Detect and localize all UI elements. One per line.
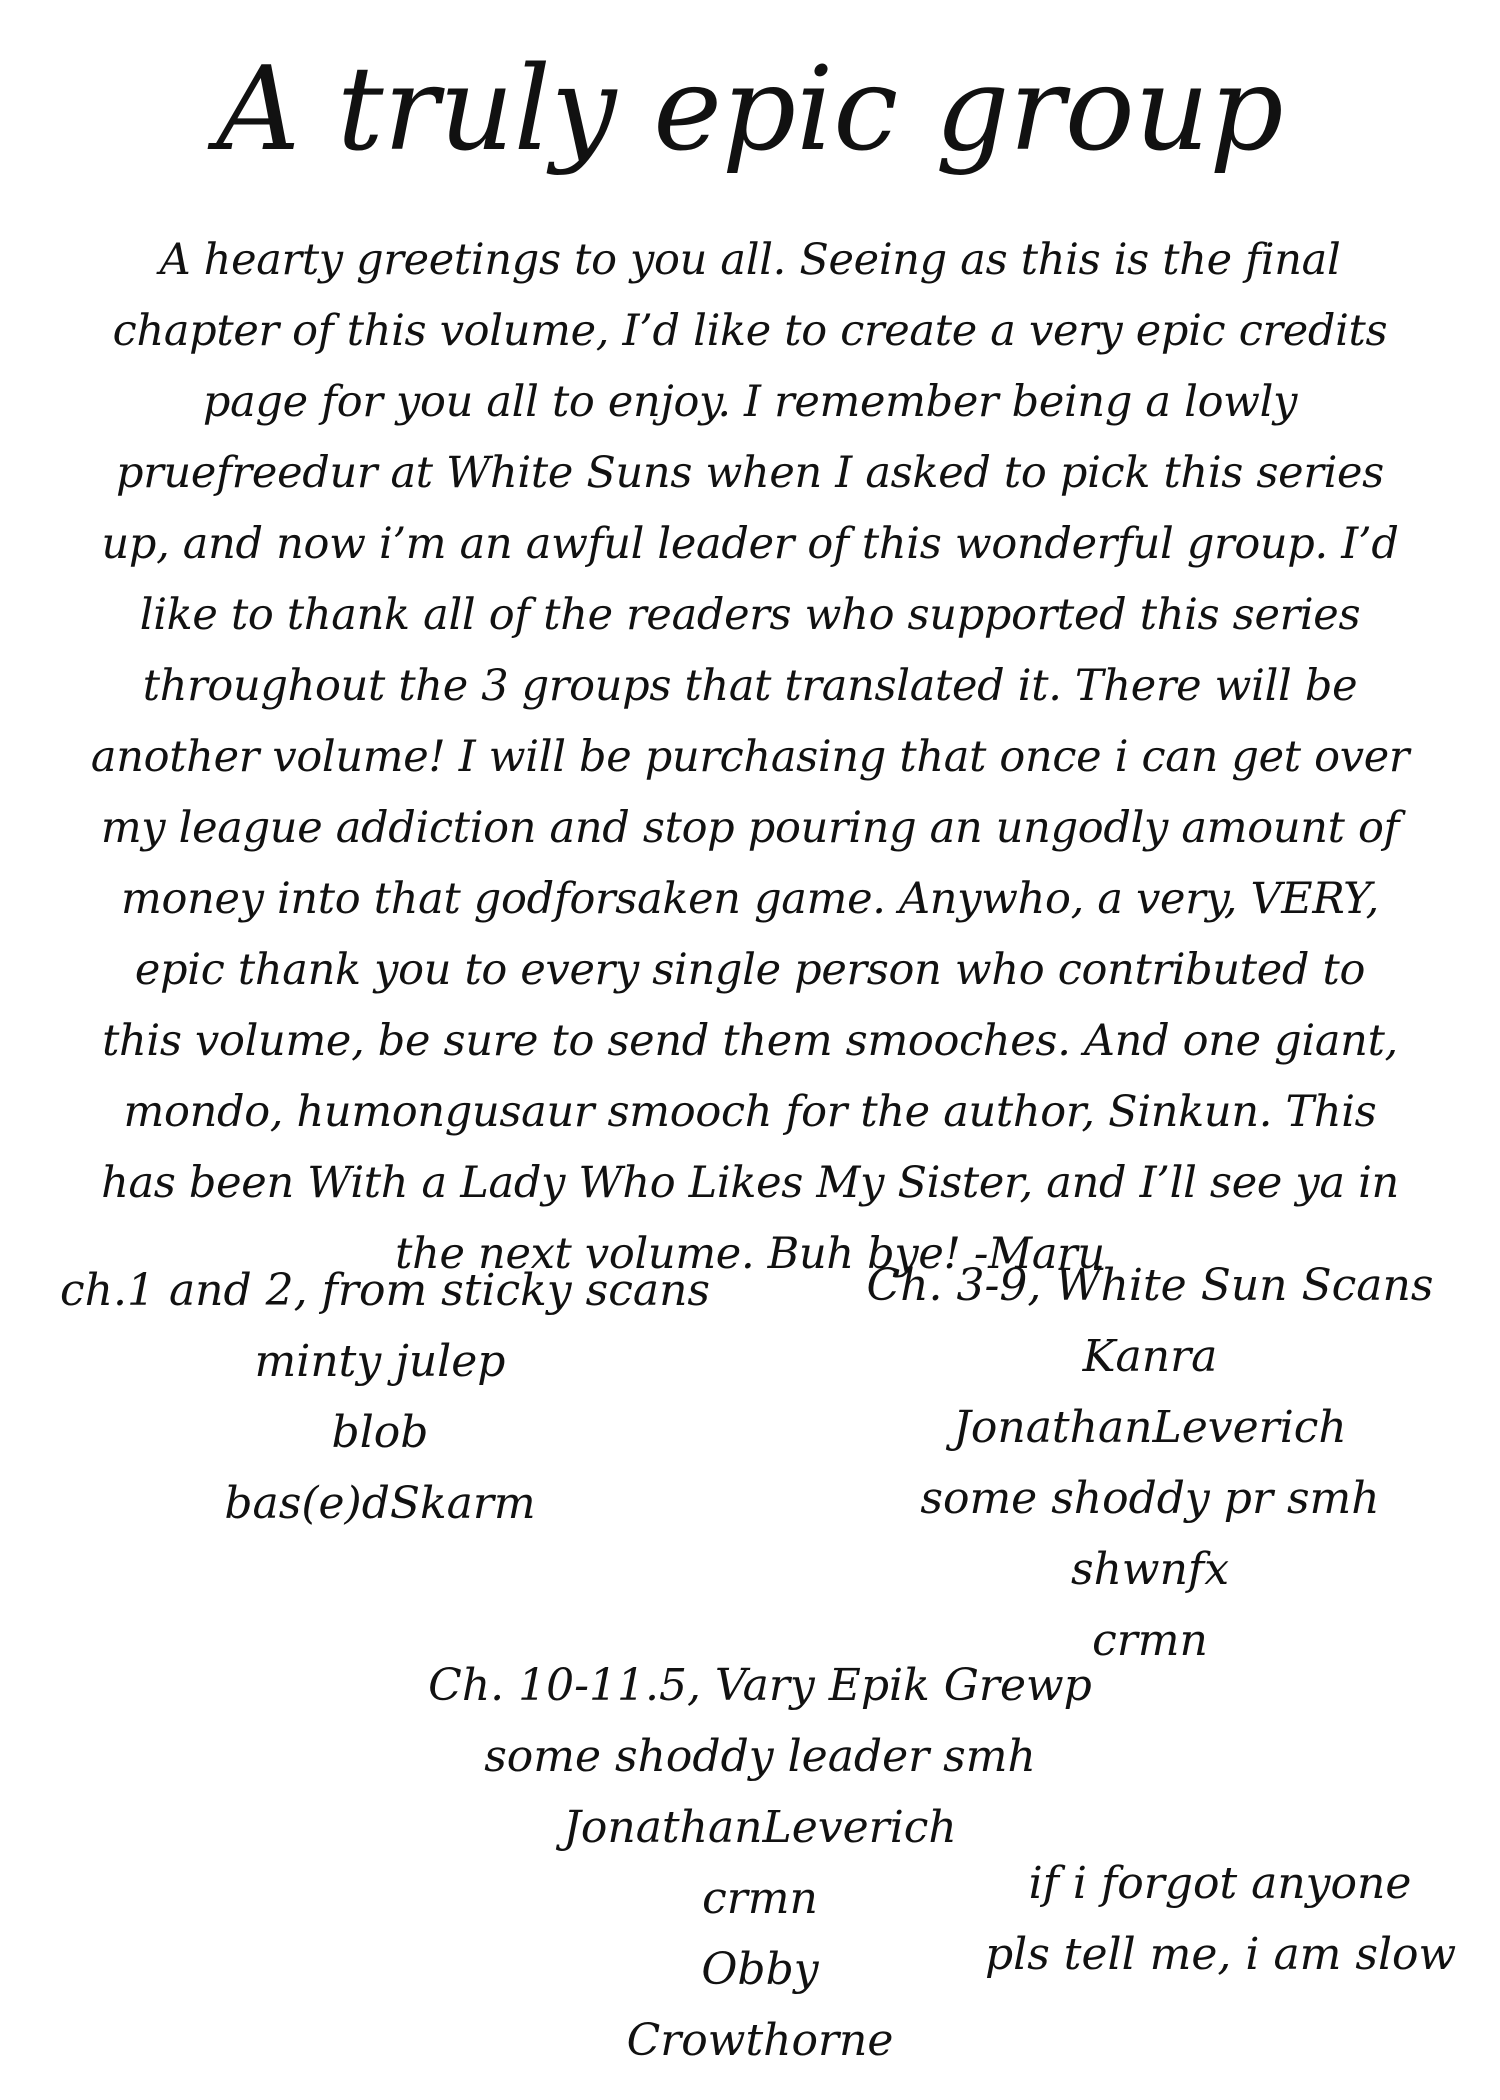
credit-name: some shoddy pr smh — [920, 1473, 1380, 1524]
credits-heading: Ch. 3-9, White Sun Scans — [866, 1260, 1434, 1311]
credits-group-white-sun-scans — [860, 1250, 1440, 1676]
credit-name: bas(e)dSkarm — [224, 1478, 536, 1529]
note-line: if i forgot anyone — [1028, 1858, 1412, 1909]
thank-you-message: A hearty greetings to you all. Seeing as this is the final chapter of this volume, I’d like to create a very epic credits page for you all to enjoy. I remember being a lowly pruefreedur at White Suns when I asked to pick this series up, and now i’m an awful leader of this wonderful group. I’d like to thank all of the readers who supported this series throughout the 3 groups that translated it. There will be another volume! I will be purchasing that once i can get over my league addiction and stop pouring an ungodly amount of money into that godforsaken game. Anywho, a very, VERY, epic thank you to every single person who contributed to this volume, be sure to send them smooches. And one giant, mondo, humongusaur smooch for the author, Sinkun. This has been With a Lady Who Likes My Sister, and I’ll see ya in the next volume. Buh bye! -Maru — [90, 235, 1410, 1279]
credit-name: minty julep — [254, 1336, 506, 1387]
credit-name: some shoddy leader smh — [484, 1731, 1036, 1782]
credit-name: JonathanLeverich — [953, 1402, 1347, 1453]
credit-name: JonathanLeverich — [563, 1802, 957, 1853]
credit-name: crmn — [1092, 1615, 1208, 1666]
forgot-anyone-note — [985, 1848, 1455, 1990]
page-title: A truly epic group — [216, 42, 1284, 177]
credits-group-sticky-scans — [60, 1255, 711, 1539]
credit-name: blob — [331, 1407, 429, 1458]
credit-name: Crowthorne — [626, 2015, 894, 2066]
credit-name: Obby — [701, 1944, 819, 1995]
credit-name: Kanra — [1082, 1331, 1218, 1382]
credit-name: crmn — [702, 1873, 818, 1924]
credits-heading: ch.1 and 2, from sticky scans — [60, 1265, 711, 1316]
note-line: pls tell me, i am slow — [985, 1929, 1457, 1980]
credit-name: shwnfx — [1070, 1544, 1230, 1595]
credits-heading: Ch. 10-11.5, Vary Epik Grewp — [428, 1660, 1092, 1711]
